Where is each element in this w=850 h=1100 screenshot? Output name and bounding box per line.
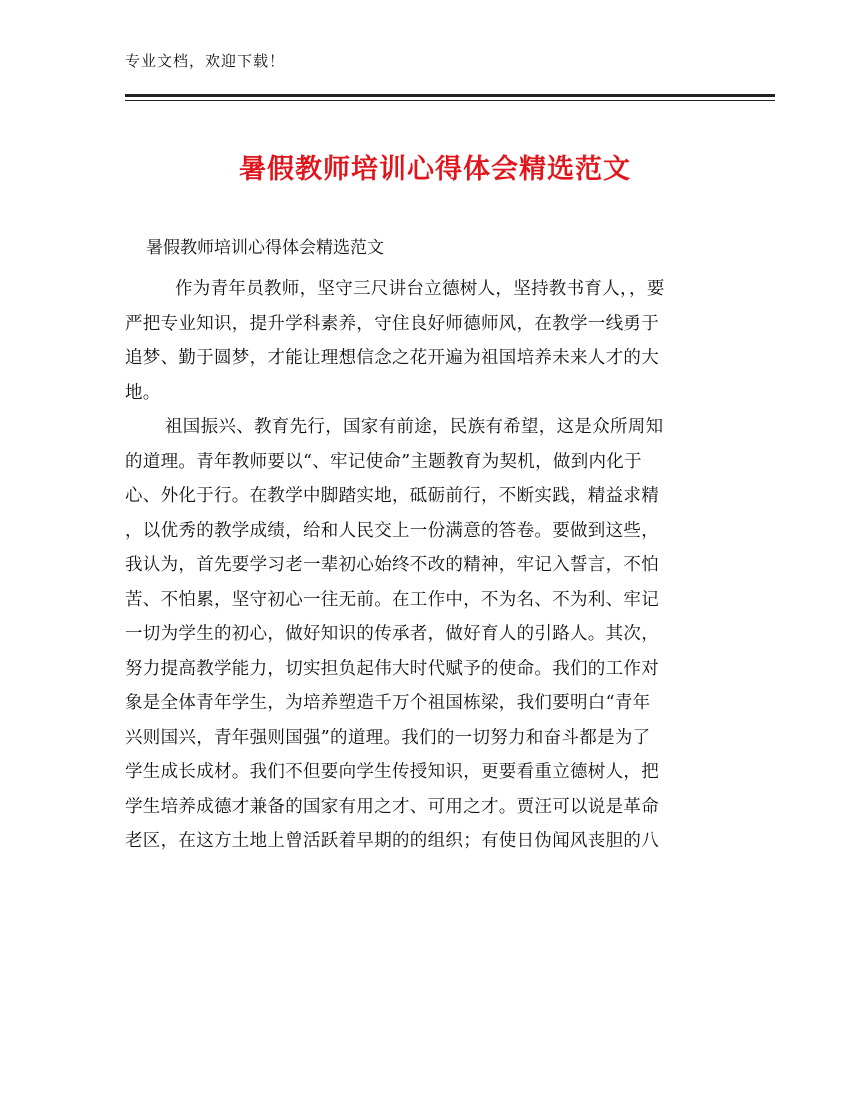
body-line: 一切为学生的初心，做好知识的传承者，做好育人的引路人。其次，: [125, 624, 659, 644]
body-line: 象是全体青年学生，为培养塑造千万个祖国栋梁，我们要明白“青年: [125, 693, 651, 713]
body-line: 苦、不怕累，坚守初心一往无前。在工作中，不为名、不为利、牢记: [125, 589, 659, 610]
body-line: 作为青年员教师，坚守三尺讲台立德树人，坚持教书育人，，要: [175, 279, 665, 299]
body-line: 老区，在这方土地上曾活跃着早期的的组织；有使日伪闻风丧胆的八: [125, 831, 659, 851]
body-line: 学生培养成德才兼备的国家有用之才、可用之才。贾汪可以说是革命: [125, 796, 659, 817]
document-title: 暑假教师培训心得体会精选范文: [239, 154, 631, 185]
page-header-text: 专业文档，欢迎下载！: [125, 52, 286, 70]
body-line: 兴则国兴，青年强则国强”的道理。我们的一切努力和奋斗都是为了: [125, 727, 651, 748]
body-line: 地。: [125, 382, 161, 403]
body-line: 的道理。青年教师要以“、牢记使命”主题教育为契机，做到内化于: [125, 451, 642, 472]
body-line: 努力提高教学能力，切实担负起伟大时代赋予的使命。我们的工作对: [125, 658, 659, 679]
document-body: [125, 272, 725, 859]
document-subtitle: 暑假教师培训心得体会精选范文: [146, 238, 384, 258]
body-line: 心、外化于行。在教学中脚踏实地，砥砺前行，不断实践，精益求精: [125, 486, 659, 506]
body-line: 学生成长成材。我们不但要向学生传授知识，更要看重立德树人，把: [125, 762, 659, 782]
body-line: 我认为，首先要学习老一辈初心始终不改的精神，牢记入誓言，不怕: [125, 555, 659, 575]
body-line: ，以优秀的教学成绩，给和人民交上一份满意的答卷。要做到这些，: [125, 520, 659, 541]
body-line: 严把专业知识，提升学科素养，守住良好师德师风，在教学一线勇于: [125, 313, 659, 334]
body-line: 祖国振兴、教育先行，国家有前途，民族有希望，这是众所周知: [165, 417, 664, 437]
header-divider: [125, 94, 775, 101]
body-line: 追梦、勤于圆梦，才能让理想信念之花开遍为祖国培养未来人才的大: [125, 348, 659, 368]
